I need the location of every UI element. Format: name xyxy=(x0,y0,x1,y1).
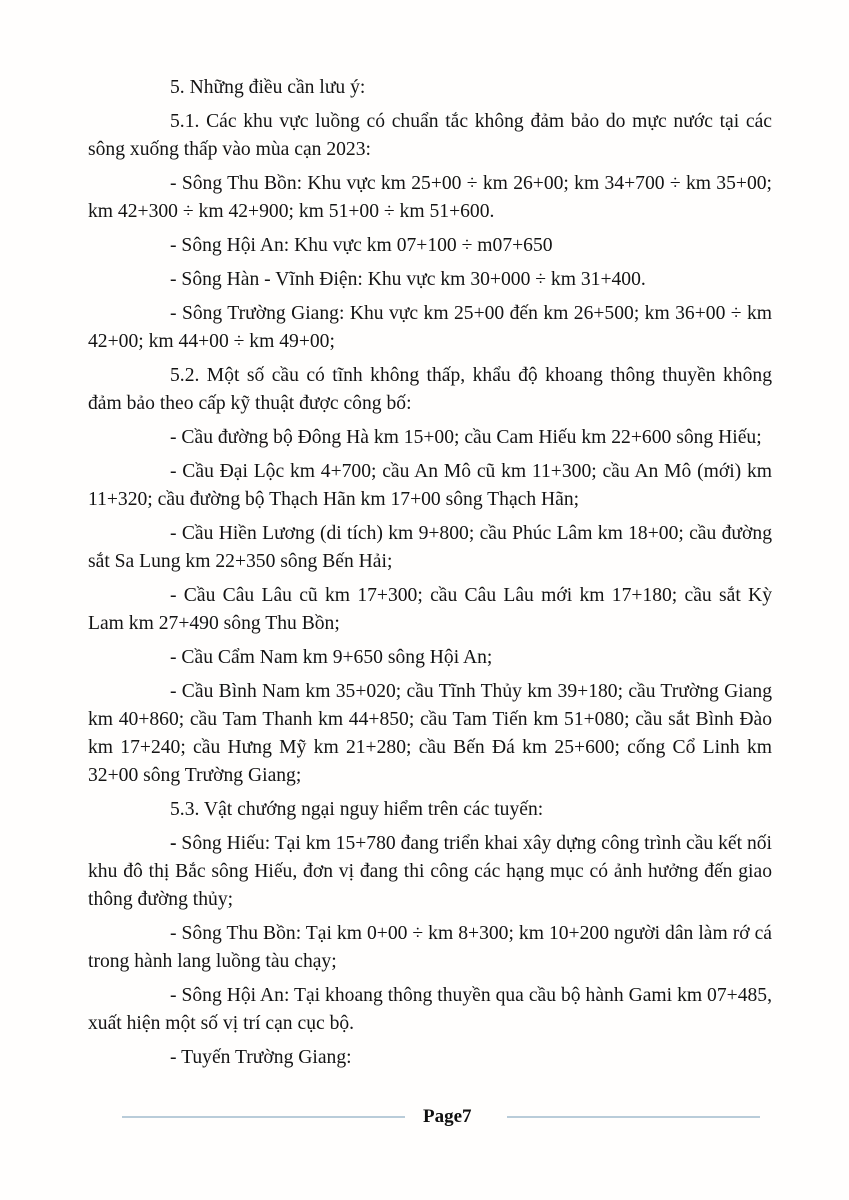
text-run: - Cầu Bình Nam km 35+020; cầu Tĩnh Thủy km 39+180; cầu Trường Giang km 40+860; cầu Tam Thanh km 44+850; cầu Tam Tiến km 51+080; cầu sắt Bình Đào km 17+240; cầu Hưng Mỹ km 21+280; cầu Bến Đá km 25+600; cống Cổ Linh km 32+00 sông Trường Giang; xyxy=(88,681,772,786)
paragraph xyxy=(88,920,772,976)
document-body xyxy=(88,74,772,1078)
paragraph xyxy=(88,300,772,356)
text-run: - Cầu Đại Lộc km 4+700; cầu An Mô cũ km 11+300; cầu An Mô (mới) km 11+320; cầu đường bộ Thạch Hãn km 17+00 sông Thạch Hãn; xyxy=(88,461,772,510)
text-run: 5.1. Các khu vực luồng có chuẩn tắc không đảm bảo do mực nước tại các sông xuống thấp vào mùa cạn 2023: xyxy=(88,111,772,160)
paragraph xyxy=(88,520,772,576)
text-run: 5. Những điều cần lưu ý: xyxy=(170,77,366,98)
paragraph xyxy=(88,232,772,260)
page-footer xyxy=(88,1104,772,1130)
text-run: - Cầu Câu Lâu cũ km 17+300; cầu Câu Lâu mới km 17+180; cầu sắt Kỳ Lam km 27+490 sông Thu Bồn; xyxy=(88,585,772,634)
text-run: 5.3. Vật chướng ngại nguy hiểm trên các tuyến: xyxy=(170,799,544,820)
text-run: - Sông Thu Bồn: Tại km 0+00 ÷ km 8+300; km 10+200 người dân làm rớ cá trong hành lang luồng tàu chạy; xyxy=(88,923,772,972)
paragraph xyxy=(88,982,772,1038)
paragraph xyxy=(88,424,772,452)
paragraph xyxy=(88,108,772,164)
paragraph xyxy=(88,266,772,294)
paragraph xyxy=(88,644,772,672)
text-run: - Cầu đường bộ Đông Hà km 15+00; cầu Cam Hiếu km 22+600 sông Hiếu; xyxy=(170,427,762,448)
text-run: - Sông Hội An: Tại khoang thông thuyền qua cầu bộ hành Gami km 07+485, xuất hiện một số vị trí cạn cục bộ. xyxy=(88,985,772,1034)
paragraph xyxy=(88,362,772,418)
text-run: 5.2. Một số cầu có tĩnh không thấp, khẩu độ khoang thông thuyền không đảm bảo theo cấp kỹ thuật được công bố: xyxy=(88,365,772,414)
text-run: - Sông Hội An: Khu vực km 07+100 ÷ m07+650 xyxy=(170,235,553,256)
paragraph xyxy=(88,458,772,514)
text-run: - Sông Hàn - Vĩnh Điện: Khu vực km 30+000 ÷ km 31+400. xyxy=(170,269,646,290)
text-run: - Cầu Cẩm Nam km 9+650 sông Hội An; xyxy=(170,647,493,668)
footer-rule-right xyxy=(507,1116,760,1118)
text-run: - Sông Trường Giang: Khu vực km 25+00 đến km 26+500; km 36+00 ÷ km 42+00; km 44+00 ÷ km 49+00; xyxy=(88,303,772,352)
paragraph xyxy=(88,796,772,824)
text-run: - xyxy=(170,833,177,854)
text-run: - Cầu Hiền Lương (di tích) km 9+800; cầu Phúc Lâm km 18+00; cầu đường sắt Sa Lung km 22+350 sông Bến Hải; xyxy=(88,523,772,572)
paragraph xyxy=(88,830,772,914)
paragraph xyxy=(88,74,772,102)
paragraph xyxy=(88,678,772,790)
footer-rule-left xyxy=(122,1116,405,1118)
paragraph xyxy=(88,582,772,638)
page-number-label: Page7 xyxy=(423,1106,472,1127)
text-run: - Tuyến Trường Giang: xyxy=(170,1047,352,1068)
paragraph xyxy=(88,1044,772,1072)
paragraph xyxy=(88,170,772,226)
text-run: - Sông Thu Bồn: Khu vực km 25+00 ÷ km 26+00; km 34+700 ÷ km 35+00; km 42+300 ÷ km 42+900; km 51+00 ÷ km 51+600. xyxy=(88,173,772,222)
text-run: Sông Hiếu: Tại km 15+780 đang triển khai xây dựng công trình cầu kết nối khu đô thị Bắc sông Hiếu, đơn vị đang thi công các hạng mục có ảnh hưởng đến giao thông đường thủy; xyxy=(88,833,772,910)
